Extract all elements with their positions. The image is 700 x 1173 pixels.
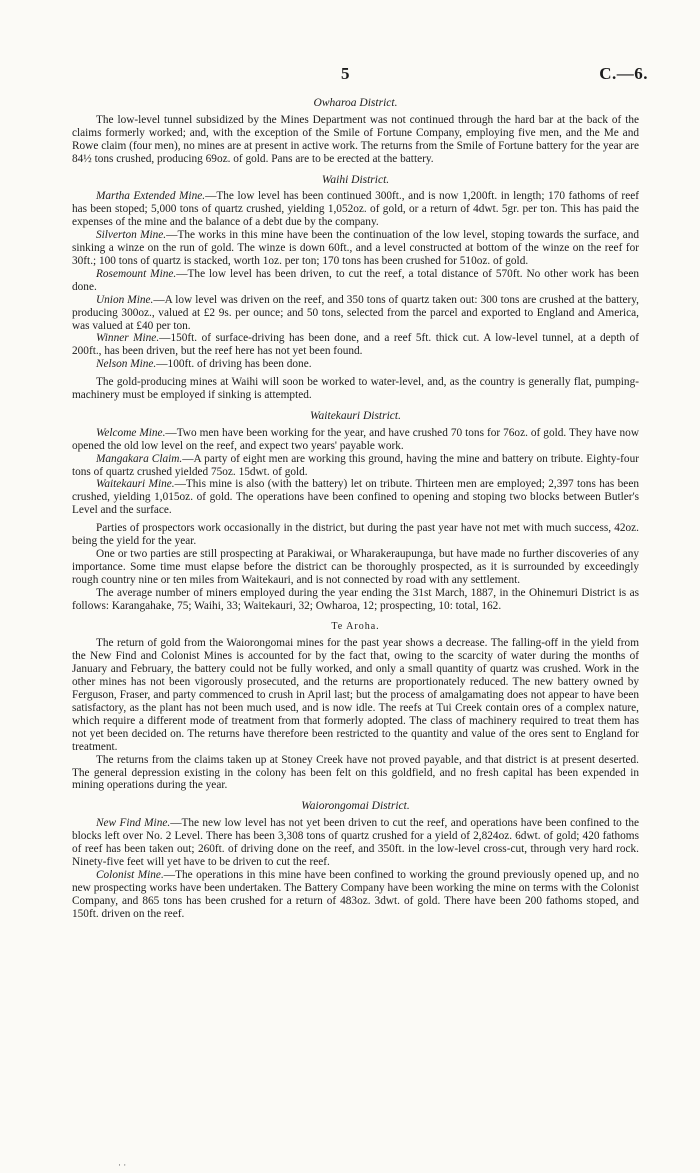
mine-name: Colonist Mine. <box>96 868 164 881</box>
section-waiorongomai <box>72 800 639 920</box>
mine-text: —This mine is also (with the battery) let on tribute. Thirteen men are employed; 2,397 tons has been crushed, yielding 1,015oz. of gold. The operations have been confined to opening and stoping two blocks between Butler's Level and the surface. <box>72 478 639 517</box>
section-waihi <box>72 174 639 402</box>
mine-text: —The works in this mine have been the continuation of the low level, stoping towards the surface, and sinking a winze on the run of gold. The winze is down 60ft., and a level constructed at bottom of the winze on the reef for 30ft.; 100 tons of quartz is stacked, worth 1oz. per ton; 170 tons has been crushed for 510oz. of gold. <box>72 229 639 267</box>
paragraph: One or two parties are still prospecting at Parakiwai, or Wharakeraupunga, but have made no further discoveries of any importance. Some time must elapse before the district can be thoroughly prospected, as it is surrounded by exceedingly rough country nine or ten miles from Waitekauri, and is not connected by road with any settlement. <box>72 548 639 586</box>
mine-text: —A party of eight men are working this ground, having the mine and battery on tribute. Eighty-four tons of quartz crushed yielded 75oz. 15dwt. of gold. <box>72 452 639 478</box>
mine-name: Nelson Mine. <box>96 358 157 371</box>
section-te-aroha <box>72 621 639 793</box>
document-body <box>72 97 639 920</box>
section-owharoa <box>72 97 639 166</box>
mine-text: —100ft. of driving has been done. <box>156 358 312 371</box>
mine-text: —The operations in this mine have been confined to working the ground previously opened up, and no new prospecting works have been undertaken. The Battery Company have been working the mine on terms with the Colonist Company, and 865 tons has been crushed for a return of 483oz. 3dwt. of gold. There have been 200 fathoms stoped, and 150ft. driven on the reef. <box>72 868 639 920</box>
paragraph: The gold-producing mines at Waihi will soon be worked to water-level, and, as the country is generally flat, pumping-machinery must be employed if sinking is attempted. <box>72 376 639 402</box>
mine-text: —Two men have been working for the year, and have crushed 70 tons for 76oz. of gold. They have now opened the old low level on the reef, and expect two years' payable work. <box>72 426 639 452</box>
mine-text: —The new low level has not yet been driven to cut the reef, and operations have been confined to the blocks left over No. 2 Level. There has been 3,308 tons of quartz crushed for a yield of 2,824oz. 6dwt. of gold; 420 fathoms of reef has been taken out; 260ft. of driving done on the reef, and 350ft. in the low-level cross-cut, through very hard rock. Ninety-five feet will yet have to be driven to cut the reef. <box>72 817 639 868</box>
paragraph-martha <box>72 190 639 229</box>
print-mark: · · <box>118 1160 127 1170</box>
paragraph-silverton <box>72 229 639 268</box>
paragraph-waitekauri <box>72 478 639 517</box>
mine-name: Martha Extended Mine. <box>96 190 206 203</box>
paragraph: The low-level tunnel subsidized by the Mines Department was not continued through the hard bar at the back of the claims formerly worked; and, with the exception of the Smile of Fortune Company, employing five men, and the Me and Rowe claim (four men), no mines are at present in active work. The returns from the Smile of Fortune battery for the year are 84½ tons crushed, producing 69oz. of gold. Pans are to be erected at the battery. <box>72 113 639 165</box>
paragraph-colonist <box>72 869 639 921</box>
mine-name: Winner Mine. <box>96 332 160 345</box>
paragraph-welcome <box>72 427 639 453</box>
paragraph-rosemount <box>72 268 639 294</box>
mine-text: —The low level has been driven, to cut the reef, a total distance of 570ft. No other work has been done. <box>72 267 640 293</box>
section-heading: Owharoa District. <box>313 97 398 109</box>
mine-name: Union Mine. <box>96 293 154 306</box>
paragraph-nelson <box>72 358 639 371</box>
mine-name: Silverton Mine. <box>96 229 167 242</box>
mine-text: —150ft. of surface-driving has been done, and a reef 5ft. thick cut. A low-level tunnel, at a depth of 200ft., has been driven, but the reef here has not yet been found. <box>72 332 639 358</box>
section-heading: Waiorongomai District. <box>301 800 410 813</box>
document-reference: C.—6. <box>599 64 648 83</box>
mine-text: —A low level was driven on the reef, and 350 tons of quartz taken out: 300 tons are crushed at the battery, producing 300oz., valued at £2 9s. per ounce; and 50 tons, selected from the parcel and exported to England and America, was valued at £40 per ton. <box>72 293 640 332</box>
page-header <box>0 64 700 88</box>
section-heading: Waihi District. <box>321 173 390 186</box>
paragraph: The average number of miners employed during the year ending the 31st March, 1887, in the Ohinemuri District is as follows: Karangahake, 75; Waihi, 33; Waitekauri, 32; Owharoa, 12; prospecting, 10: total, 162. <box>72 586 639 612</box>
section-heading: Waitekauri District. <box>310 409 401 422</box>
mine-name: Rosemount Mine. <box>96 267 177 280</box>
paragraph: The return of gold from the Waiorongomai mines for the past year shows a decrease. The falling-off in the yield from the New Find and Colonist Mines is accounted for by the fact that, owing to the scarcity of water during the months of January and February, the battery could not be fully worked, and only a small quantity of quartz was crushed. Work in the other mines has not been vigorously prosecuted, and the returns are proportionately reduced. The new battery owned by Ferguson, Fraser, and party commenced to crush in April last; but the process of amalgamating does not appear to have been satisfactory, as the plant has not been much used, and is now idle. The reefs at Tui Creek contain ores of a complex nature, which require a different mode of treatment from that formerly adopted. The class of machinery required to treat them has not yet been decided on. The returns have therefore been restricted to the quantity and value of the ores sent to England for treatment. <box>72 637 639 753</box>
mine-name: Mangakara Claim. <box>96 452 183 465</box>
paragraph: Parties of prospectors work occasionally in the district, but during the past year have not met with much success, 42oz. being the yield for the year. <box>72 522 639 548</box>
section-heading: Te Aroha. <box>331 620 380 632</box>
paragraph-mangakara <box>72 453 639 479</box>
paragraph: The returns from the claims taken up at Stoney Creek have not proved payable, and that district is at present deserted. The general depression existing in the colony has been felt on this goldfield, and no fresh capital has been expended in mining operations during the year. <box>72 753 639 792</box>
mine-name: New Find Mine. <box>96 817 171 830</box>
paragraph-new-find <box>72 817 639 869</box>
section-waitekauri <box>72 410 639 613</box>
mine-name: Waitekauri Mine. <box>96 478 175 491</box>
mine-text: —The low level has been continued 300ft., and is now 1,200ft. in length; 170 fathoms of reef has been stoped; 5,000 tons of quartz crushed, yielding 1,052oz. of gold, or a return of 4dwt. 5gr. per ton. This has paid the expenses of the mine and the balance of a debt due by the company. <box>72 190 639 229</box>
paragraph-union <box>72 294 639 333</box>
page-number: 5 <box>341 64 350 83</box>
mine-name: Welcome Mine. <box>96 426 166 439</box>
paragraph-winner <box>72 332 639 358</box>
